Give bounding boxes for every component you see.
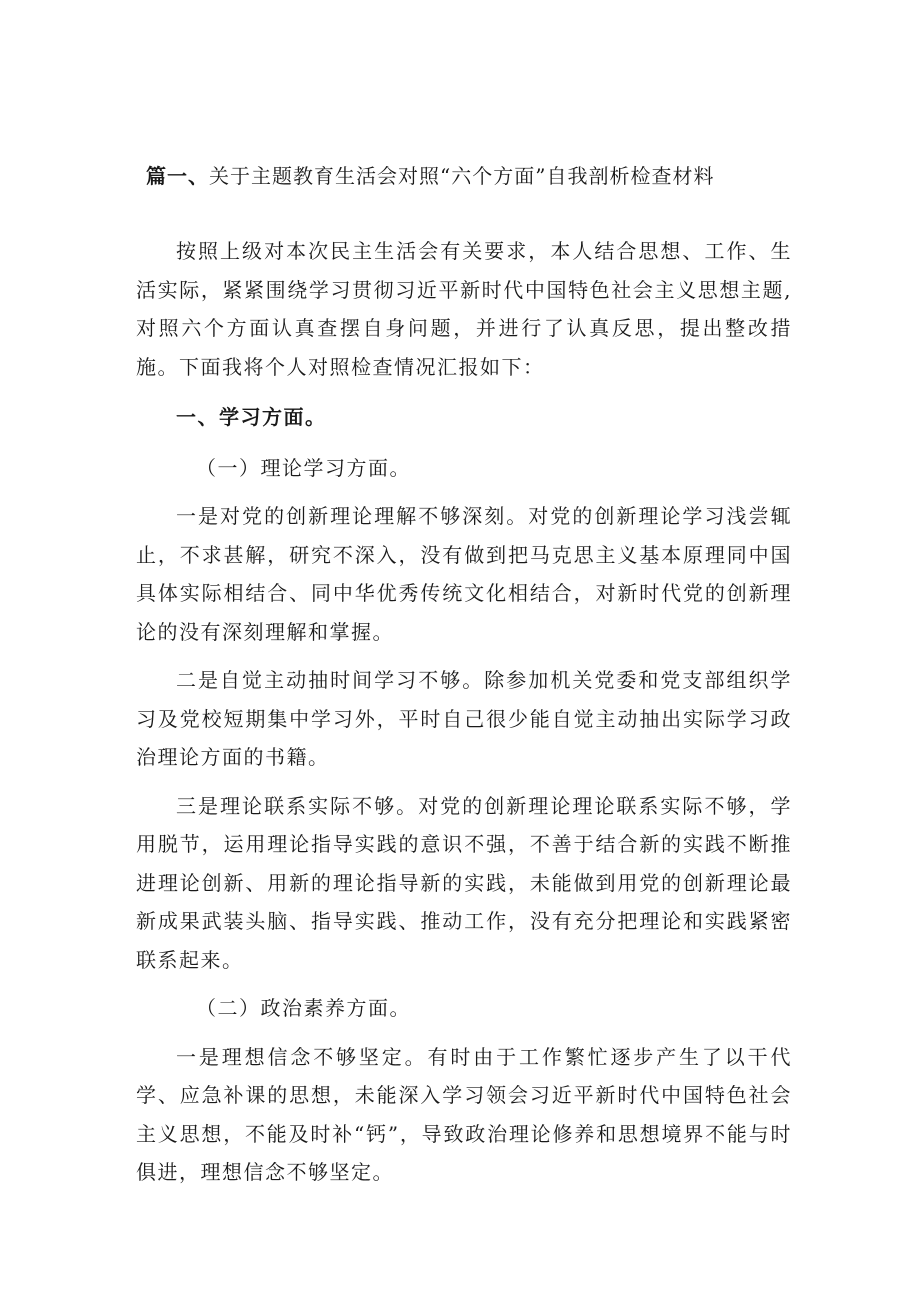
- paragraph-theory-3: 三是理论联系实际不够。对党的创新理论理论联系实际不够，学用脱节，运用理论指导实践的意识不强，不善于结合新的实践不断推进理论创新、用新的理论指导新的实践，未能做到用党的创新理论最新成果武装头脑、指导实践、推动工作，没有充分把理论和实践紧密联系起来。: [136, 793, 792, 972]
- paragraph-theory-1: 一是对党的创新理论理解不够深刻。对党的创新理论学习浅尝辄止，不求甚解，研究不深入，没有做到把马克思主义基本原理同中国具体实际相结合、同中华优秀传统文化相结合，对新时代党的创新理论的没有深刻理解和掌握。: [136, 504, 792, 644]
- document-body: [136, 232, 792, 1202]
- subsection-heading-politics: （二）政治素养方面。: [196, 996, 411, 1020]
- section-heading-study: 一、学习方面。: [176, 405, 327, 429]
- paragraph-politics-1: 一是理想信念不够坚定。有时由于工作繁忙逐步产生了以干代学、应急补课的思想，未能深入学习领会习近平新时代中国特色社会主义思想，不能及时补“钙”，导致政治理论修养和思想境界不能与时俱进，理想信念不够坚定。: [136, 1044, 792, 1184]
- title-text: 关于主题教育生活会对照“六个方面”自我剖析检查材料: [209, 164, 715, 188]
- paragraph-theory-2: 二是自觉主动抽时间学习不够。除参加机关党委和党支部组织学习及党校短期集中学习外，平时自己很少能自觉主动抽出实际学习政治理论方面的书籍。: [136, 668, 792, 769]
- intro-paragraph: 按照上级对本次民主生活会有关要求，本人结合思想、工作、生活实际，紧紧围绕学习贯彻习近平新时代中国特色社会主义思想主题,对照六个方面认真查摆自身问题，并进行了认真反思，提出整改措施。下面我将个人对照检查情况汇报如下：: [136, 239, 792, 379]
- document-title: [146, 163, 714, 189]
- subsection-heading-theory: （一）理论学习方面。: [196, 455, 411, 480]
- title-prefix: 篇一、: [146, 164, 209, 188]
